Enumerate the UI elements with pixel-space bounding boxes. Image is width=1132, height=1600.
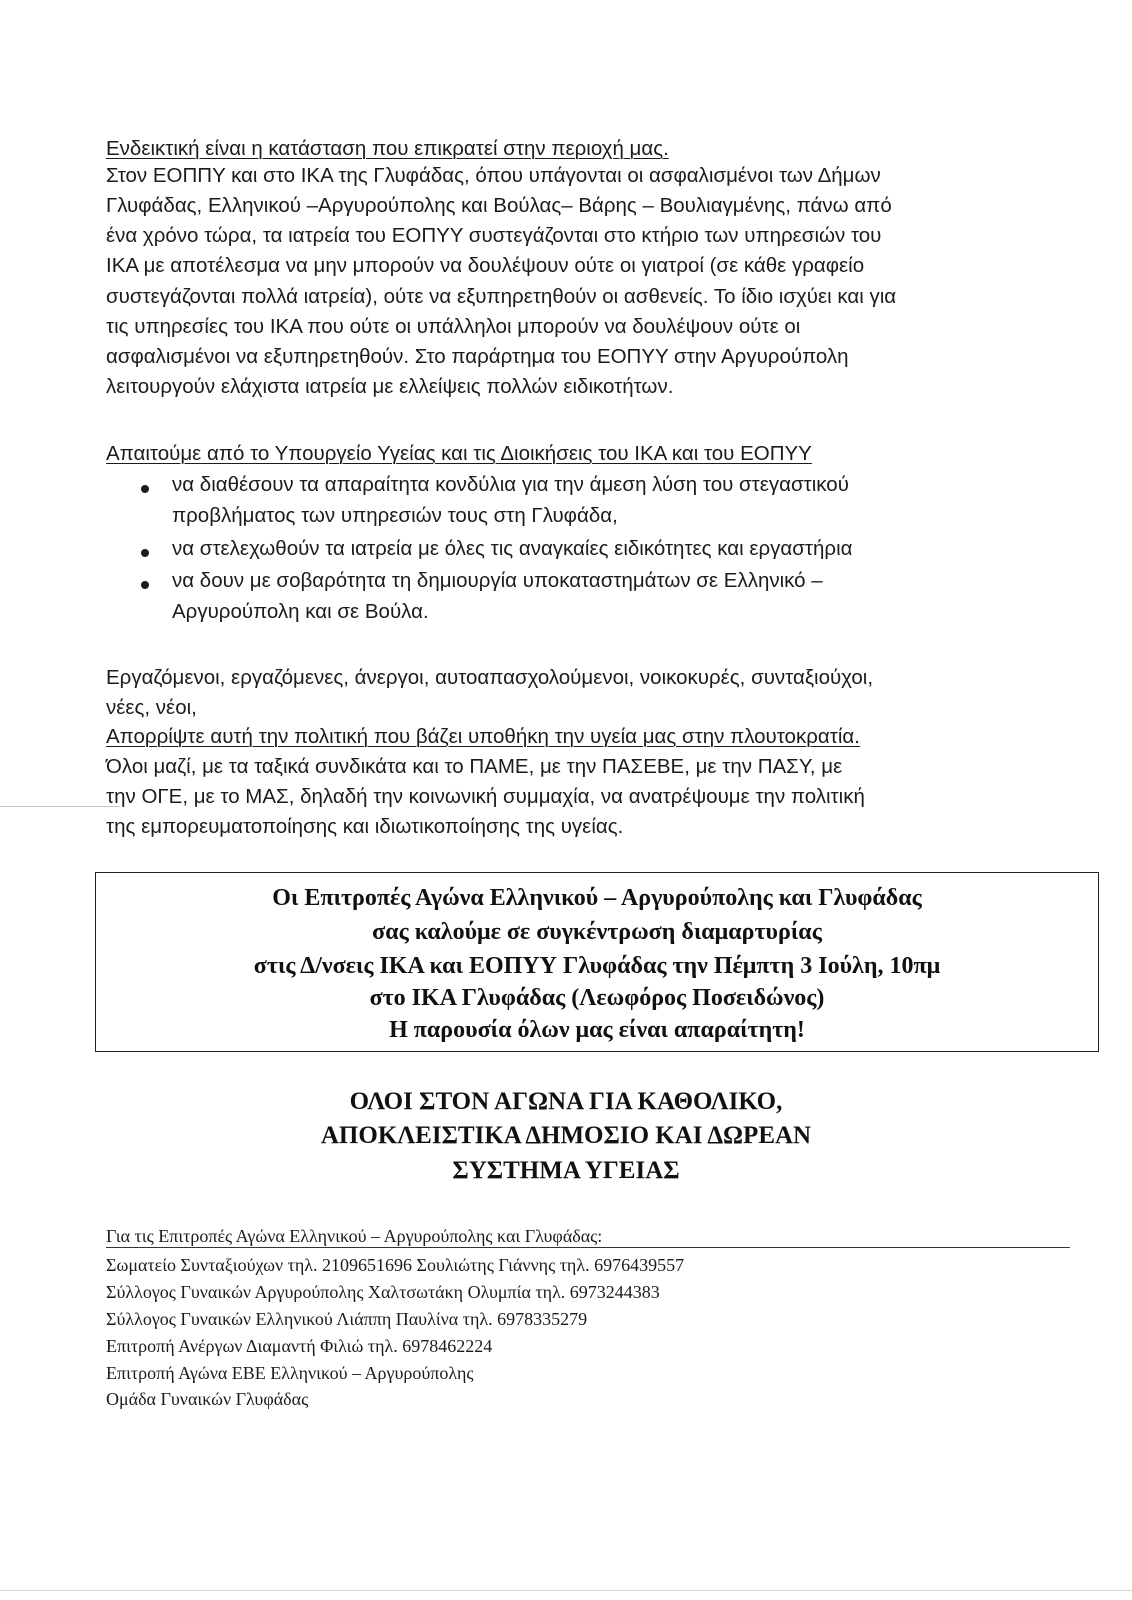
signature-line: Επιτροπή Αγώνα ΕΒΕ Ελληνικού – Αργυρούπολης [106, 1363, 474, 1383]
demand-item: να διαθέσουν τα απαραίτητα κονδύλια για την άμεση λύση του στεγαστικού [172, 473, 849, 496]
signature-line: Σύλλογος Γυναικών Αργυρούπολης Χαλτσωτάκη Ολυμπία τηλ. 6973244383 [106, 1282, 660, 1302]
signature-line: Επιτροπή Ανέργων Διαμαντή Φιλιώ τηλ. 6978462224 [106, 1336, 493, 1356]
slogan-line: ΑΠΟΚΛΕΙΣΤΙΚΑ ΔΗΜΟΣΙΟ ΚΑΙ ΔΩΡΕΑΝ [320, 1122, 812, 1149]
fold-line [0, 806, 120, 807]
demands-heading: Απαιτούμε από το Υπουργείο Υγείας και τις Διοικήσεις του ΙΚΑ και του ΕΟΠΥΥ [106, 442, 812, 465]
callout-line: στο ΙΚΑ Γλυφάδας (Λεωφόρος Ποσειδώνος) [369, 985, 825, 1011]
demand-item-continuation: προβλήματος των υπηρεσιών τους στη Γλυφάδα, [172, 504, 618, 527]
demand-item-continuation: Αργυρούπολη και σε Βούλα. [172, 600, 429, 623]
bullet-icon [141, 485, 149, 493]
demand-item: να δουν με σοβαρότητα τη δημιουργία υποκαταστημάτων σε Ελληνικό – [172, 569, 823, 592]
paragraph-line: Στον ΕΟΠΠΥ και στο ΙΚΑ της Γλυφάδας, όπου υπάγονται οι ασφαλισμένοι των Δήμων [106, 164, 881, 187]
paragraph-line: Γλυφάδας, Ελληνικού –Αργυρούπολης και Βούλας– Βάρης – Βουλιαγμένης, πάνω από [106, 194, 892, 217]
callout-line: στις Δ/νσεις ΙΚΑ και ΕΟΠΥΥ Γλυφάδας την Πέμπτη 3 Ιούλη, 10πμ [253, 953, 941, 979]
callout-line: Οι Επιτροπές Αγώνα Ελληνικού – Αργυρούπολης και Γλυφάδας [272, 885, 922, 911]
intro-heading: Ενδεικτική είναι η κατάσταση που επικρατεί στην περιοχή μας. [106, 137, 669, 160]
signature-line: Ομάδα Γυναικών Γλυφάδας [106, 1389, 309, 1409]
appeal-line: την ΟΓΕ, με το ΜΑΣ, δηλαδή την κοινωνική συμμαχία, να ανατρέψουμε την πολιτική [106, 785, 865, 808]
paragraph-line: ΙΚΑ με αποτέλεσμα να μην μπορούν να δουλέψουν ούτε οι γιατροί (σε κάθε γραφείο [106, 254, 865, 277]
signature-line: Σύλλογος Γυναικών Ελληνικού Λιάππη Παυλίνα τηλ. 6978335279 [106, 1309, 588, 1329]
callout-line: Η παρουσία όλων μας είναι απαραίτητη! [389, 1017, 805, 1043]
paragraph-line: ένα χρόνο τώρα, τα ιατρεία του ΕΟΠΥΥ συστεγάζονται στο κτήριο των υπηρεσιών του [106, 224, 882, 247]
appeal-line: Όλοι μαζί, με τα ταξικά συνδικάτα και το ΠΑΜΕ, με την ΠΑΣΕΒΕ, με την ΠΑΣΥ, με [106, 755, 843, 778]
signature-line: Σωματείο Συνταξιούχων τηλ. 2109651696 Σουλιώτης Γιάννης τηλ. 6976439557 [106, 1255, 685, 1275]
paragraph-line: συστεγάζονται πολλά ιατρεία), ούτε να εξυπηρετηθούν οι ασθενείς. Το ίδιο ισχύει και για [106, 285, 897, 308]
slogan-line: ΣΥΣΤΗΜΑ ΥΓΕΙΑΣ [452, 1157, 680, 1184]
scan-artifact [360, 88, 366, 114]
fold-line [0, 1590, 1132, 1591]
protest-callout-box [95, 872, 1099, 1052]
demand-item: να στελεχωθούν τα ιατρεία με όλες τις αναγκαίες ειδικότητες και εργαστήρια [172, 537, 853, 560]
appeal-line: της εμπορευματοποίησης και ιδιωτικοποίησης της υγείας. [106, 815, 624, 838]
callout-line: σας καλούμε σε συγκέντρωση διαμαρτυρίας [372, 919, 822, 945]
appeal-line: νέες, νέοι, [106, 696, 197, 719]
signatures-divider [106, 1247, 1070, 1248]
paragraph-line: ασφαλισμένοι να εξυπηρετηθούν. Στο παράρτημα του ΕΟΠΥΥ στην Αργυρούπολη [106, 345, 849, 368]
paragraph-line: λειτουργούν ελάχιστα ιατρεία με ελλείψεις πολλών ειδικοτήτων. [106, 375, 674, 398]
signatures-heading: Για τις Επιτροπές Αγώνα Ελληνικού – Αργυρούπολης και Γλυφάδας: [106, 1226, 603, 1246]
bullet-icon [141, 549, 149, 557]
bullet-icon [141, 581, 149, 589]
appeal-line: Εργαζόμενοι, εργαζόμενες, άνεργοι, αυτοαπασχολούμενοι, νοικοκυρές, συνταξιούχοι, [106, 666, 874, 689]
appeal-underlined-line: Απορρίψτε αυτή την πολιτική που βάζει υποθήκη την υγεία μας στην πλουτοκρατία. [106, 725, 860, 748]
slogan-line: ΟΛΟΙ ΣΤΟΝ ΑΓΩΝΑ ΓΙΑ ΚΑΘΟΛΙΚΟ, [349, 1088, 783, 1115]
paragraph-line: τις υπηρεσίες του ΙΚΑ που ούτε οι υπάλληλοι μπορούν να δουλέψουν ούτε οι [106, 315, 801, 338]
